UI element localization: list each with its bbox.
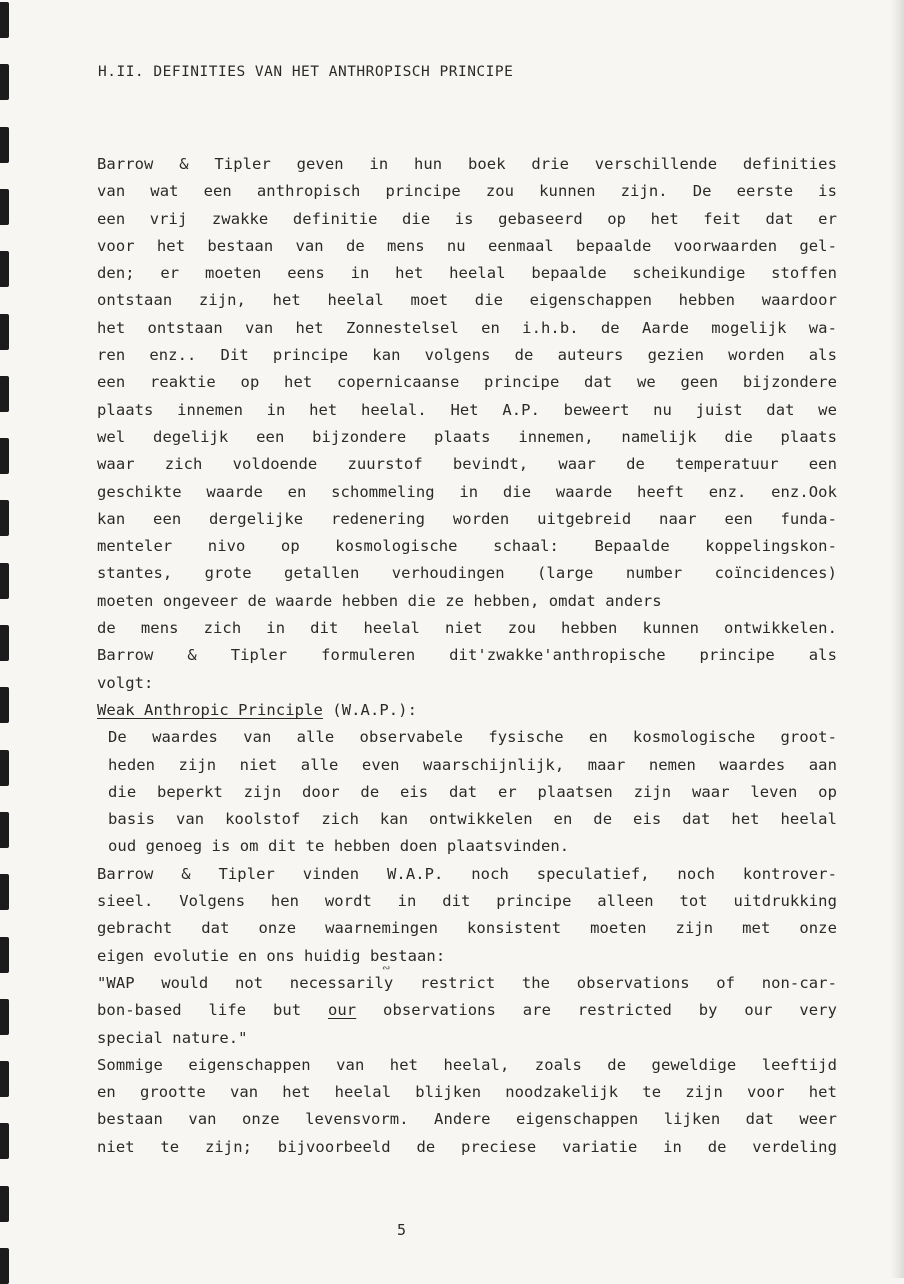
binding-ring bbox=[0, 64, 9, 100]
body-text bbox=[97, 151, 837, 1161]
text-line: kan een dergelijke redenering worden uitgebreid naar een funda- bbox=[97, 509, 837, 528]
text-line: ontstaan zijn, het heelal moet die eigenschappen hebben waardoor bbox=[97, 291, 837, 310]
page-edge-shadow bbox=[890, 0, 904, 1278]
text-line: plaats innemen in het heelal. Het A.P. beweert nu juist dat we bbox=[97, 400, 837, 419]
binding-ring bbox=[0, 500, 9, 536]
text-line: sieel. Volgens hen wordt in dit principe alleen tot uitdrukking bbox=[97, 892, 837, 911]
binding-ring bbox=[0, 937, 9, 973]
binding-ring bbox=[0, 251, 9, 287]
binding-ring bbox=[0, 625, 9, 661]
text-line: eigen evolutie en ons huidig bestaan: bbox=[97, 946, 446, 965]
text-line: de mens zich in dit heelal niet zou hebben kunnen ontwikkelen. bbox=[97, 619, 837, 638]
principle-name-underlined: Weak Anthropic Principle bbox=[97, 700, 323, 719]
text-line: special nature." bbox=[97, 1028, 248, 1047]
spiral-binding bbox=[0, 0, 12, 1278]
text-line: stantes, grote getallen verhoudingen (large number coïncidences) bbox=[97, 564, 837, 583]
quote-fragment: observations are restricted by our very bbox=[356, 1001, 837, 1020]
binding-ring bbox=[0, 874, 9, 910]
section-heading: H.II. DEFINITIES VAN HET ANTHROPISCH PRINCIPE bbox=[98, 64, 514, 80]
text-line: oud genoeg is om dit te hebben doen plaatsvinden. bbox=[108, 837, 570, 856]
binding-ring bbox=[0, 1123, 9, 1159]
binding-ring bbox=[0, 127, 9, 163]
stray-mark: ∾ bbox=[382, 963, 391, 974]
binding-ring bbox=[0, 376, 9, 412]
text-line: Barrow & Tipler formuleren dit'zwakke'anthropische principe als bbox=[97, 646, 837, 665]
text-line: een vrij zwakke definitie die is gebaseerd op het feit dat er bbox=[97, 209, 837, 228]
text-line: Barrow & Tipler vinden W.A.P. noch speculatief, noch kontrover- bbox=[97, 864, 837, 883]
text-line: waar zich voldoende zuurstof bevindt, waar de temperatuur een bbox=[97, 455, 837, 474]
emphasis-our: our bbox=[327, 1001, 357, 1020]
text-line: voor het bestaan van de mens nu eenmaal bepaalde voorwaarden gel- bbox=[97, 236, 837, 255]
binding-ring bbox=[0, 812, 9, 848]
text-line: gebracht dat onze waarnemingen konsistent moeten zijn met onze bbox=[97, 919, 837, 938]
binding-ring bbox=[0, 750, 9, 786]
text-line: moeten ongeveer de waarde hebben die ze hebben, omdat anders bbox=[97, 591, 662, 610]
text-line: heden zijn niet alle even waarschijnlijk, maar nemen waardes aan bbox=[108, 755, 837, 774]
binding-ring bbox=[0, 999, 9, 1035]
text-line: ren enz.. Dit principe kan volgens de auteurs gezien worden als bbox=[97, 346, 837, 365]
binding-ring bbox=[0, 314, 9, 350]
binding-ring bbox=[0, 189, 9, 225]
text-line: volgt: bbox=[97, 673, 154, 692]
binding-ring bbox=[0, 438, 9, 474]
text-line: "WAP would not necessarily restrict the observations of non-car- bbox=[97, 973, 837, 992]
text-line bbox=[97, 697, 837, 724]
quote-fragment: bon-based life but bbox=[97, 1001, 328, 1020]
text-line: het ontstaan van het Zonnestelsel en i.h.b. de Aarde mogelijk wa- bbox=[97, 318, 837, 337]
text-line: bestaan van onze levensvorm. Andere eigenschappen lijken dat weer bbox=[97, 1110, 837, 1129]
text-line: die beperkt zijn door de eis dat er plaatsen zijn waar leven op bbox=[108, 782, 837, 801]
text-line: De waardes van alle observabele fysische en kosmologische groot- bbox=[108, 728, 837, 747]
text-line: geschikte waarde en schommeling in die waarde heeft enz. enz.Ook bbox=[97, 482, 837, 501]
binding-ring bbox=[0, 687, 9, 723]
text-line: een reaktie op het copernicaanse principe dat we geen bijzondere bbox=[97, 373, 837, 392]
text-line: niet te zijn; bijvoorbeeld de preciese variatie in de verdeling bbox=[97, 1137, 837, 1156]
text-line: en grootte van het heelal blijken noodzakelijk te zijn voor het bbox=[97, 1083, 837, 1102]
page-number: 5 bbox=[397, 1221, 407, 1239]
text-line: Barrow & Tipler geven in hun boek drie verschillende definities bbox=[97, 155, 837, 173]
text-line bbox=[97, 997, 837, 1024]
text-line: basis van koolstof zich kan ontwikkelen en de eis dat het heelal bbox=[108, 810, 837, 829]
text-line: menteler nivo op kosmologische schaal: Bepaalde koppelingskon- bbox=[97, 537, 837, 556]
binding-ring bbox=[0, 1186, 9, 1222]
binding-ring bbox=[0, 2, 9, 38]
binding-ring bbox=[0, 563, 9, 599]
text-line: wel degelijk een bijzondere plaats innemen, namelijk die plaats bbox=[97, 427, 837, 446]
text-line: Sommige eigenschappen van het heelal, zoals de geweldige leeftijd bbox=[97, 1055, 837, 1074]
text-line: den; er moeten eens in het heelal bepaalde scheikundige stoffen bbox=[97, 264, 837, 283]
binding-ring bbox=[0, 1248, 9, 1284]
text-line: van wat een anthropisch principe zou kunnen zijn. De eerste is bbox=[97, 182, 837, 201]
binding-ring bbox=[0, 1061, 9, 1097]
principle-abbreviation: (W.A.P.): bbox=[322, 700, 418, 719]
